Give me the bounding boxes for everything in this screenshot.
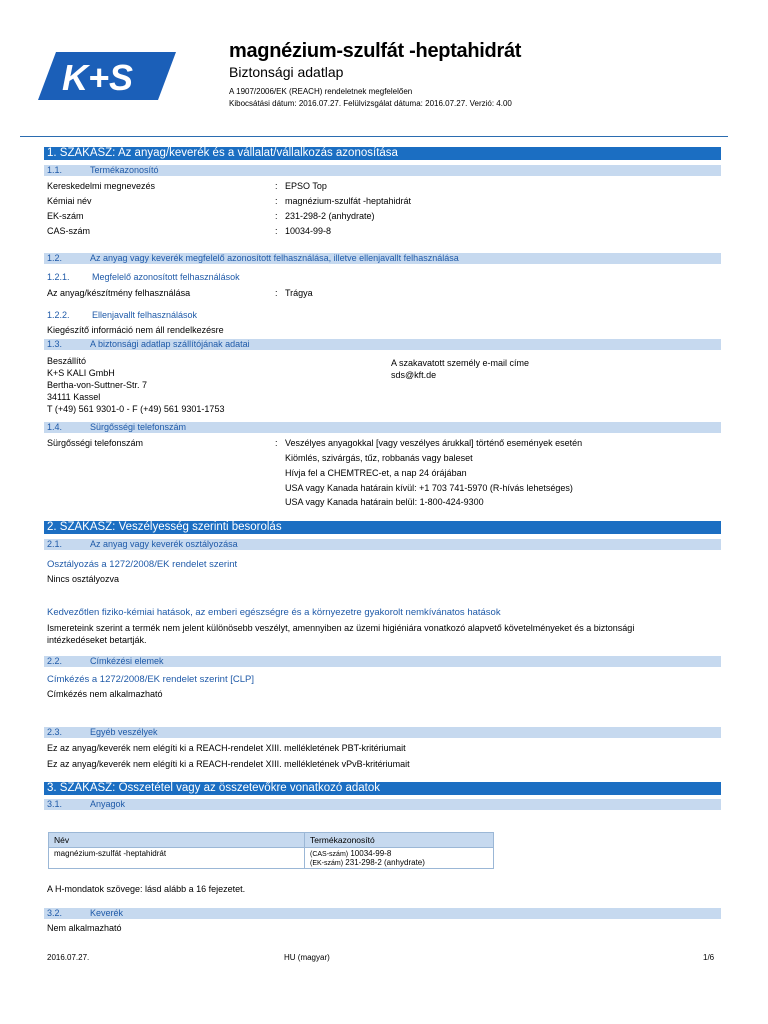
subsection-label: Termékazonosító — [90, 165, 159, 175]
cas-line — [310, 849, 488, 858]
issue-dates: Kibocsátási dátum: 2016.07.27. Felülvizsgálat dátuma: 2016.07.27. Verzió: 4.00 — [229, 99, 512, 108]
column-header-identifier: Termékazonosító — [305, 833, 494, 848]
email-label: A szakavatott személy e-mail címe — [391, 358, 530, 368]
emergency-label: Sürgősségi telefonszám — [47, 438, 144, 448]
trade-name-value: EPSO Top — [285, 181, 327, 191]
supplier-heading: Beszállító — [47, 356, 87, 366]
table-row — [49, 848, 494, 869]
subsection-label: Sürgősségi telefonszám — [90, 422, 187, 432]
colon: : — [275, 288, 278, 298]
use-label: Az anyag/készítmény felhasználása — [47, 288, 191, 298]
subsection-2-1 — [44, 539, 721, 550]
document-subtitle: Biztonsági adatlap — [229, 64, 344, 80]
footer-language: HU (magyar) — [284, 953, 330, 962]
emergency-line: Hívja fel a CHEMTREC-et, a nap 24 órájában — [285, 468, 467, 478]
emergency-line: USA vagy Kanada határain belül: 1-800-424-9300 — [285, 497, 484, 507]
adverse-effects-text-cont: intézkedéseket betartják. — [47, 635, 147, 645]
vpvb-statement: Ez az anyag/keverék nem elégíti ki a REACH-rendelet XIII. mellékletének vPvB-kritériumait — [47, 759, 410, 769]
section-2-header: 2. SZAKASZ: Veszélyesség szerinti besorolás — [44, 521, 721, 534]
footer-date: 2016.07.27. — [47, 953, 90, 962]
subsection-1-2 — [44, 253, 721, 264]
footer-page-number: 1/6 — [703, 953, 715, 962]
subsection-2-3 — [44, 727, 721, 738]
clp-classification-heading: Osztályozás a 1272/2008/EK rendelet szerint — [47, 559, 238, 570]
subsection-1-2-2-label: Ellenjavallt felhasználások — [92, 310, 198, 320]
ec-number-label: EK-szám — [47, 211, 84, 221]
clp-labelling-heading: Címkézés a 1272/2008/EK rendelet szerint [CLP] — [47, 674, 255, 685]
colon: : — [275, 196, 278, 206]
subsection-number: 2.1. — [47, 539, 63, 549]
subsection-label: Anyagok — [90, 799, 126, 809]
cas-number-label: CAS-szám — [47, 226, 91, 236]
subsection-number: 3.2. — [47, 908, 63, 918]
adverse-effects-heading: Kedvezőtlen fiziko-kémiai hatások, az emberi egészségre és a környezetre gyakorolt nemkívánatos hatások — [47, 607, 501, 618]
subsection-number: 1.2. — [47, 253, 63, 263]
section-1-header: 1. SZAKASZ: Az anyag/keverék és a vállalat/vállalkozás azonosítása — [44, 147, 721, 160]
substance-name-cell: magnézium-szulfát -heptahidrát — [49, 848, 305, 869]
supplier-street: Bertha-von-Suttner-Str. 7 — [47, 380, 148, 390]
h-statements-note: A H-mondatok szövege: lásd alább a 16 fejezetet. — [47, 884, 246, 894]
subsection-3-2 — [44, 908, 721, 919]
subsection-number: 1.3. — [47, 339, 63, 349]
subsection-label: Keverék — [90, 908, 124, 918]
cas-value: 10034-99-8 — [350, 849, 392, 858]
supplier-phone: T (+49) 561 9301-0 - F (+49) 561 9301-1753 — [47, 404, 225, 414]
subsection-1-2-2-number: 1.2.2. — [47, 310, 70, 320]
subsection-number: 2.3. — [47, 727, 63, 737]
ec-number-value: 231-298-2 (anhydrate) — [285, 211, 375, 221]
use-value: Trágya — [285, 288, 313, 298]
header-divider — [20, 136, 728, 137]
ec-value: 231-298-2 (anhydrate) — [345, 858, 425, 867]
subsection-label: Egyéb veszélyek — [90, 727, 158, 737]
emergency-line: Veszélyes anyagokkal [vagy veszélyes árukkal] történő események esetén — [285, 438, 583, 448]
regulation-note: A 1907/2006/EK (REACH) rendeletnek megfelelően — [229, 87, 413, 96]
colon: : — [275, 181, 278, 191]
subsection-2-2 — [44, 656, 721, 667]
subsection-1-4 — [44, 422, 721, 433]
colon: : — [275, 438, 278, 448]
adverse-effects-text: Ismereteink szerint a termék nem jelent különösebb veszélyt, amennyiben az üzemi higiéniára vonatkozó alapvető követelményeket és a biztonsági — [47, 623, 635, 633]
trade-name-label: Kereskedelmi megnevezés — [47, 181, 156, 191]
document-title: magnézium-szulfát -heptahidrát — [229, 40, 522, 62]
subsection-1-1 — [44, 165, 721, 176]
subsection-3-1 — [44, 799, 721, 810]
logo-text: K+S — [62, 57, 134, 98]
ks-logo — [38, 50, 178, 102]
table-header-row — [49, 833, 494, 848]
subsection-1-2-1-number: 1.2.1. — [47, 272, 70, 282]
colon: : — [275, 211, 278, 221]
section-3-header: 3. SZAKASZ: Összetétel vagy az összetevőkre vonatkozó adatok — [44, 782, 721, 795]
subsection-number: 2.2. — [47, 656, 63, 666]
subsection-label: Az anyag vagy keverék megfelelő azonosított felhasználása, illetve ellenjavallt felhasználása — [90, 253, 459, 263]
email-value[interactable]: sds@kft.de — [391, 370, 437, 380]
no-info-text: Kiegészítő információ nem áll rendelkezésre — [47, 325, 224, 335]
subsection-number: 3.1. — [47, 799, 63, 809]
clp-classification-value: Nincs osztályozva — [47, 574, 120, 584]
subsection-number: 1.1. — [47, 165, 63, 175]
supplier-company: K+S KALI GmbH — [47, 368, 115, 378]
subsection-number: 1.4. — [47, 422, 63, 432]
composition-table — [48, 832, 494, 869]
clp-labelling-value: Címkézés nem alkalmazható — [47, 689, 163, 699]
cas-prefix: (CAS-szám) — [310, 851, 349, 858]
chemical-name-label: Kémiai név — [47, 196, 92, 206]
mixture-value: Nem alkalmazható — [47, 923, 122, 933]
pbt-statement: Ez az anyag/keverék nem elégíti ki a REACH-rendelet XIII. mellékletének PBT-kritériumait — [47, 743, 406, 753]
identifier-cell — [305, 848, 494, 869]
subsection-label: A biztonsági adatlap szállítójának adatai — [90, 339, 250, 349]
subsection-1-3 — [44, 339, 721, 350]
chemical-name-value: magnézium-szulfát -heptahidrát — [285, 196, 412, 206]
ec-prefix: (EK-szám) — [310, 860, 344, 867]
colon: : — [275, 226, 278, 236]
subsection-label: Címkézési elemek — [90, 656, 164, 666]
cas-number-value: 10034-99-8 — [285, 226, 332, 236]
column-header-name: Név — [49, 833, 305, 848]
ec-line — [310, 858, 488, 867]
emergency-line: Kiömlés, szivárgás, tűz, robbanás vagy baleset — [285, 453, 473, 463]
emergency-line: USA vagy Kanada határain kívül: +1 703 741-5970 (R-hívás lehetséges) — [285, 483, 573, 493]
supplier-city: 34111 Kassel — [47, 392, 101, 402]
subsection-1-2-1-label: Megfelelő azonosított felhasználások — [92, 272, 240, 282]
subsection-label: Az anyag vagy keverék osztályozása — [90, 539, 238, 549]
